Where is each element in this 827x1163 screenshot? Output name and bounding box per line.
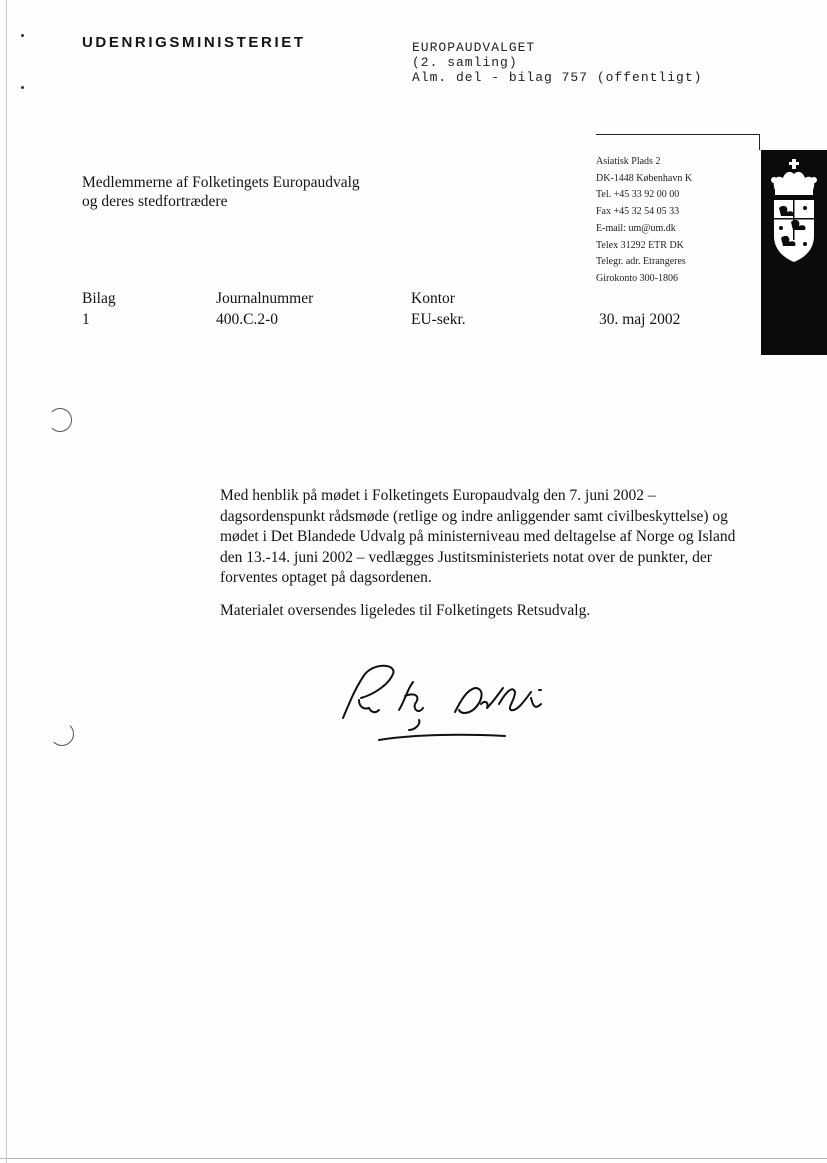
punch-hole (50, 722, 74, 746)
address-telegram: Telegr. adr. Etrangeres (596, 256, 686, 268)
letter-body (220, 486, 760, 633)
coat-of-arms-icon (761, 150, 827, 270)
handwritten-signature (335, 660, 575, 755)
address-rule (596, 134, 760, 135)
punch-hole (48, 408, 72, 432)
ministry-letterhead: UDENRIGSMINISTERIET (82, 34, 306, 51)
scan-mark (21, 34, 24, 37)
signature-drawing (335, 660, 575, 750)
address-telex: Telex 31292 ETR DK (596, 239, 684, 251)
office-label: Kontor (411, 290, 455, 307)
enclosure-value: 1 (82, 311, 90, 328)
body-paragraph: Med henblik på mødet i Folketingets Europaudvalg den 7. juni 2002 – dagsordenspunkt rådsmøde (retlige og indre anliggender samt civilbeskyttelse) og mødet i Det Blandede Udvalg på ministerniveau med deltagelse af Norge og Island den 13.-14. juni 2002 – vedlægges Justitsministeriets notat over de punkter, der forventes optaget på dagsordenen. (220, 487, 736, 586)
recipient-line-2: og deres stedfortrædere (82, 193, 228, 210)
journal-number-value: 400.C.2-0 (216, 311, 278, 328)
sender-address-block (596, 154, 692, 288)
address-phone: Tel. +45 33 92 00 00 (596, 189, 680, 201)
address-fax: Fax +45 32 54 05 33 (596, 206, 680, 218)
body-paragraph: Materialet oversendes ligeledes til Folketingets Retsudvalg. (220, 601, 591, 619)
enclosure-label: Bilag (82, 290, 116, 307)
journal-number-label: Journalnummer (216, 290, 314, 307)
page-bottom-edge (0, 1158, 827, 1159)
scan-mark (21, 86, 24, 89)
stamp-line-session: (2. samling) (412, 55, 518, 70)
emblem-bar (761, 150, 827, 355)
stamp-line-committee: EUROPAUDVALGET (412, 40, 536, 55)
address-street: Asiatisk Plads 2 (596, 156, 661, 167)
office-value: EU-sekr. (411, 311, 466, 328)
recipient-block (82, 173, 360, 211)
stamp-line-appendix: Alm. del - bilag 757 (offentligt) (412, 70, 703, 85)
scan-edge-line (6, 0, 7, 1163)
letter-date: 30. maj 2002 (599, 311, 681, 328)
address-giro: Girokonto 300-1806 (596, 272, 678, 284)
address-email: E-mail: um@um.dk (596, 222, 676, 234)
recipient-line-1: Medlemmerne af Folketingets Europaudvalg (82, 174, 360, 191)
address-rule-tick (759, 134, 760, 150)
address-postcode: DK-1448 København K (596, 172, 693, 184)
archive-stamp (412, 40, 702, 85)
